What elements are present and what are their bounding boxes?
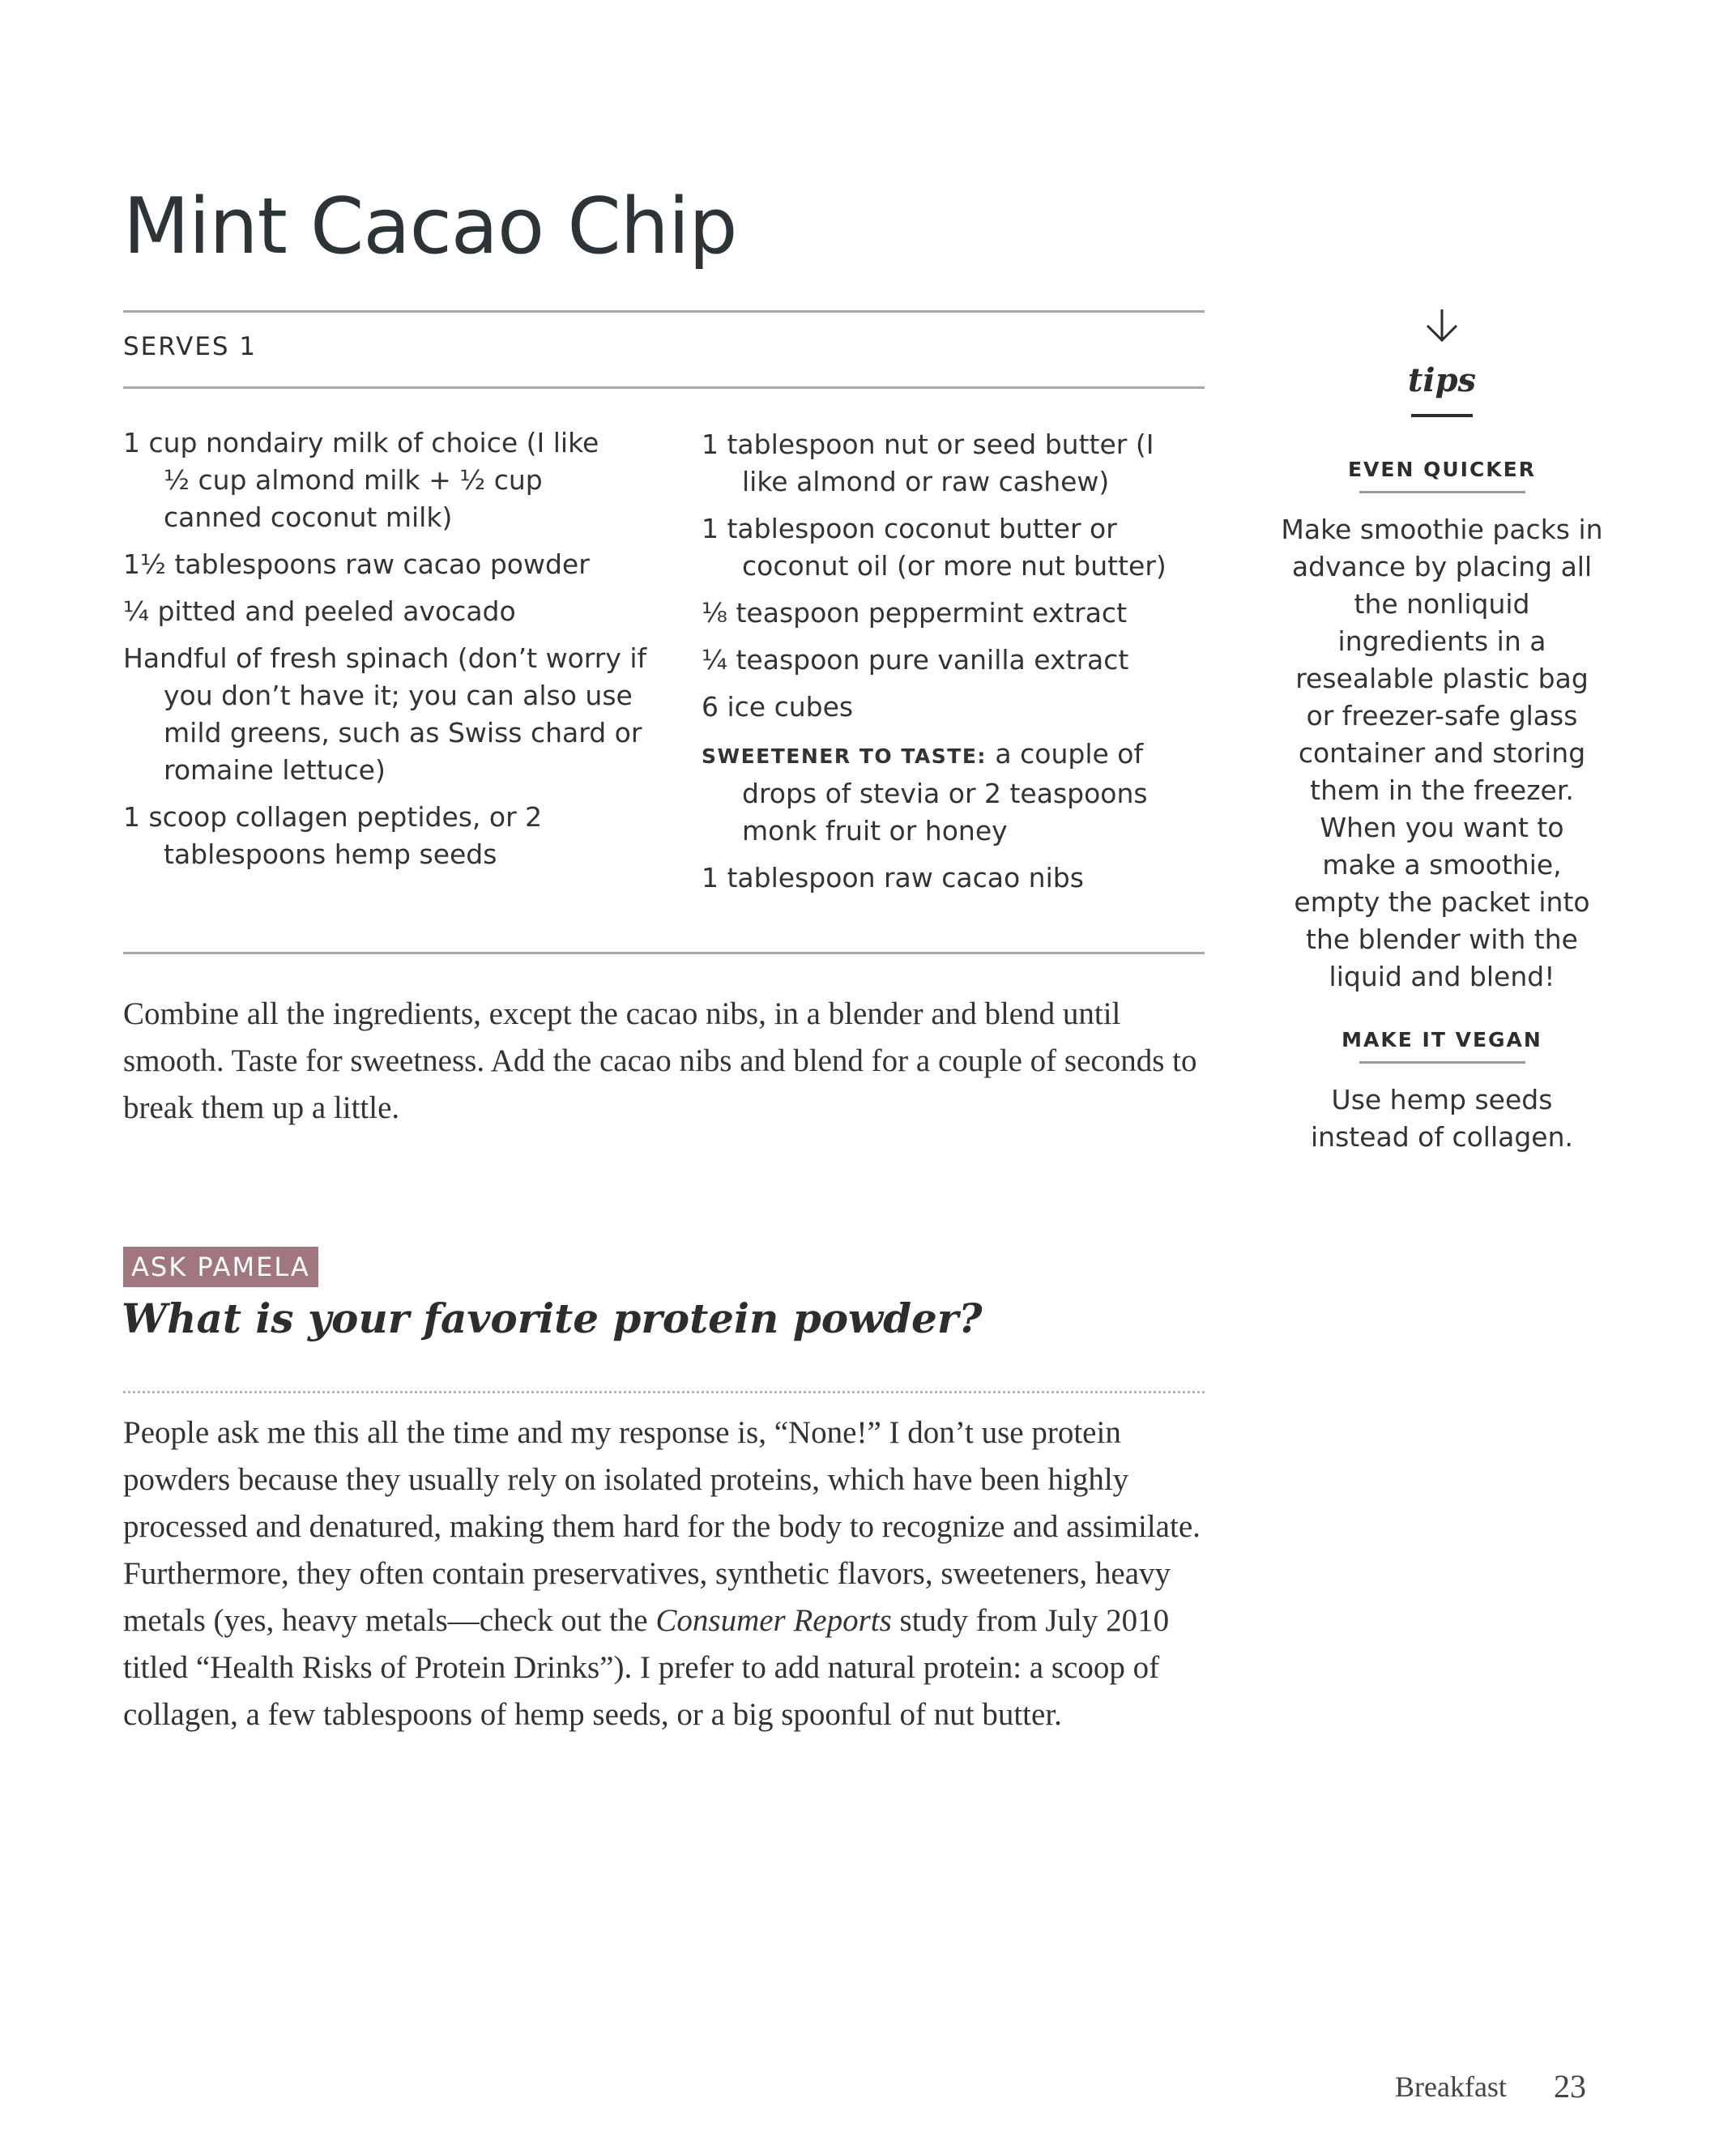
ask-pamela-badge: ASK PAMELA [123,1247,318,1287]
ingredients-divider [123,952,1205,954]
sweetener-text: a couple of drops of stevia or 2 teaspoons monk fruit or honey [742,738,1148,847]
tips-underline [1411,414,1473,417]
answer-text-end: study from July 2010 titled “Health Risks of Protein Drinks”). I prefer to add natural protein: a scoop of collagen, a few tablespoons of hemp seeds, or a big spoonful of nut butter. [123,1603,1170,1732]
ingredient-item-sweetener [702,736,1220,850]
ingredient-item: 6 ice cubes [702,691,854,723]
recipe-title: Mint Cacao Chip [123,182,737,271]
tip-heading-make-it-vegan: MAKE IT VEGAN [1341,1028,1542,1051]
question-heading: What is your favorite protein powder? [122,1294,983,1342]
answer-paragraph [123,1410,1213,1738]
sweetener-label: SWEETENER TO TASTE: [702,744,987,768]
ingredient-item: 1 tablespoon raw cacao nibs [702,862,1084,894]
footer-section-name: Breakfast [1395,2071,1507,2103]
ingredients-left-column [123,424,650,883]
ingredients-right-column [702,426,1220,906]
tip-body-even-quicker: Make smoothie packs in advance by placing all the nonliquid ingredients in a resealable plastic bag or freezer-safe glass container and storing them in the freezer. When you want to make a smoothie, empty the packet into the blender with the liquid and blend! [1281,514,1603,992]
answer-text-start: People ask me this all the time and my response is, “None!” I don’t use protein powders because they usually rely on isolated proteins, which have been highly processed and denatured, making them hard for the body to recognize and assimilate. Furthermore, they often contain preservatives, synthetic flavors, sweeteners, heavy metals (yes, heavy metals—check out the [123,1415,1201,1638]
ingredient-item: 1 tablespoon nut or seed butter (I like almond or raw cashew) [702,429,1154,497]
title-divider [123,310,1205,313]
ingredient-item: ¼ teaspoon pure vanilla extract [702,644,1129,676]
tip-heading-rule [1359,491,1525,493]
ingredient-item: ¼ pitted and peeled avocado [123,595,516,627]
down-arrow-icon [1422,308,1461,343]
ingredient-item: 1 tablespoon coconut butter or coconut oil (or more nut butter) [702,513,1167,582]
answer-italic-title: Consumer Reports [655,1603,892,1638]
tips-label: tips [1407,361,1477,399]
serves-label: SERVES 1 [123,332,258,361]
ingredient-item: 1 scoop collagen peptides, or 2 tablespoons hemp seeds [123,801,543,870]
method-paragraph: Combine all the ingredients, except the cacao nibs, in a blender and blend until smooth. Taste for sweetness. Add the cacao nibs and blend for a couple of seconds to break them up a little. [123,996,1197,1125]
ingredient-item: Handful of fresh spinach (don’t worry if you don’t have it; you can also use mild greens, such as Swiss chard or romaine lettuce) [123,642,647,786]
ingredient-item: 1 cup nondairy milk of choice (I like ½ cup almond milk + ½ cup canned coconut milk) [123,427,599,533]
ingredient-item: 1½ tablespoons raw cacao powder [123,548,590,580]
serves-divider [123,386,1205,389]
question-dotted-divider [123,1391,1205,1393]
ingredient-item: ⅛ teaspoon peppermint extract [702,597,1128,629]
page-number: 23 [1554,2068,1586,2105]
tip-heading-even-quicker: EVEN QUICKER [1347,458,1537,481]
tip-heading-rule [1359,1061,1525,1064]
tip-body-make-it-vegan: Use hemp seeds instead of collagen. [1310,1084,1574,1153]
tips-sidebar [1280,308,1604,1156]
